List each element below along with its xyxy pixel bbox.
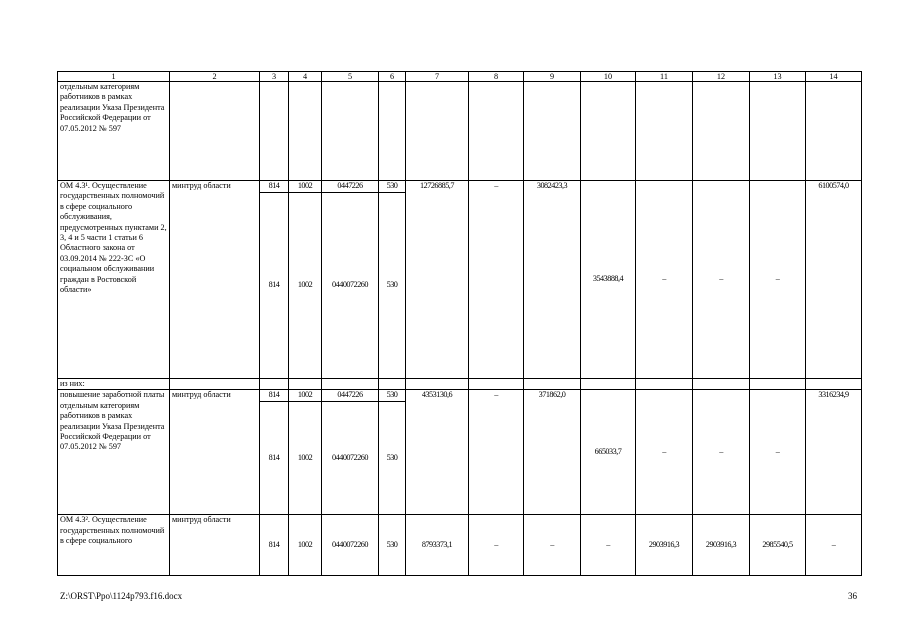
- table-row: [58, 390, 862, 402]
- empty-cell: [170, 82, 260, 181]
- page-number: 36: [848, 591, 857, 601]
- column-header: 3: [260, 72, 289, 82]
- total-amount: 12726885,7: [406, 181, 469, 379]
- column-header: 7: [406, 72, 469, 82]
- empty-cell: [260, 82, 289, 181]
- empty-cell: [524, 379, 581, 390]
- year-amount: –: [524, 515, 581, 576]
- expense-type-code: 530: [379, 193, 406, 379]
- column-header: 2: [170, 72, 260, 82]
- year-amount: –: [693, 390, 750, 515]
- expense-type-code: 530: [379, 390, 406, 402]
- expense-type-code: 530: [379, 402, 406, 515]
- target-article-code: 0440072260: [322, 402, 379, 515]
- column-header: 13: [750, 72, 806, 82]
- grbs-code: 814: [260, 402, 289, 515]
- empty-cell: [581, 82, 636, 181]
- target-article-code: 0447226: [322, 181, 379, 193]
- column-header: 11: [636, 72, 693, 82]
- grbs-code: 814: [260, 390, 289, 402]
- empty-cell: [524, 82, 581, 181]
- empty-cell: [322, 82, 379, 181]
- empty-cell: [693, 82, 750, 181]
- year-amount: 3082423,3: [524, 181, 581, 379]
- column-number-row: [58, 72, 862, 82]
- year-amount: –: [469, 390, 524, 515]
- executor-cell: минтруд области: [170, 181, 260, 379]
- column-header: 1: [58, 72, 170, 82]
- empty-cell: [406, 379, 469, 390]
- grbs-code: 814: [260, 181, 289, 193]
- expense-type-code: 530: [379, 515, 406, 576]
- budget-table: [57, 71, 862, 576]
- empty-cell: [289, 379, 322, 390]
- empty-cell: [260, 379, 289, 390]
- empty-cell: [289, 82, 322, 181]
- table-row: [58, 379, 862, 390]
- table-row: [58, 515, 862, 576]
- year-amount: –: [750, 390, 806, 515]
- empty-cell: [806, 82, 862, 181]
- total-amount: 4353130,6: [406, 390, 469, 515]
- measure-name-cell: ОМ 4.3². Осуществление государственных полномочий в сфере социального: [58, 515, 170, 576]
- empty-cell: [693, 379, 750, 390]
- target-article-code: 0447226: [322, 390, 379, 402]
- section-code: 1002: [289, 515, 322, 576]
- column-header: 9: [524, 72, 581, 82]
- grbs-code: 814: [260, 515, 289, 576]
- column-header: 5: [322, 72, 379, 82]
- year-amount: –: [469, 515, 524, 576]
- year-amount: 371862,0: [524, 390, 581, 515]
- empty-cell: [581, 379, 636, 390]
- year-amount: 3316234,9: [806, 390, 862, 515]
- year-amount: –: [636, 390, 693, 515]
- empty-cell: [469, 82, 524, 181]
- column-header: 14: [806, 72, 862, 82]
- empty-cell: [406, 82, 469, 181]
- empty-cell: [806, 379, 862, 390]
- grbs-code: 814: [260, 193, 289, 379]
- year-amount: –: [693, 181, 750, 379]
- measure-name-cell: отдельным категориям работников в рамках реализации Указа Президента Российской Федерации от 07.05.2012 № 597: [58, 82, 170, 181]
- column-header: 8: [469, 72, 524, 82]
- executor-cell: минтруд области: [170, 390, 260, 515]
- section-code: 1002: [289, 402, 322, 515]
- column-header: 4: [289, 72, 322, 82]
- empty-cell: [170, 379, 260, 390]
- empty-cell: [636, 82, 693, 181]
- year-amount: –: [750, 181, 806, 379]
- year-amount: –: [636, 181, 693, 379]
- target-article-code: 0440072260: [322, 193, 379, 379]
- empty-cell: [636, 379, 693, 390]
- empty-cell: [379, 379, 406, 390]
- year-amount: 665033,7: [581, 390, 636, 515]
- year-amount: 2903916,3: [693, 515, 750, 576]
- column-header: 10: [581, 72, 636, 82]
- footer-file-path: Z:\ORST\Ppo\1124p793.f16.docx: [60, 591, 183, 601]
- section-code: 1002: [289, 193, 322, 379]
- target-article-code: 0440072260: [322, 515, 379, 576]
- column-header: 12: [693, 72, 750, 82]
- year-amount: 6100574,0: [806, 181, 862, 379]
- expense-type-code: 530: [379, 181, 406, 193]
- section-code: 1002: [289, 181, 322, 193]
- empty-cell: [750, 82, 806, 181]
- year-amount: –: [806, 515, 862, 576]
- year-amount: –: [469, 181, 524, 379]
- year-amount: 2985540,5: [750, 515, 806, 576]
- year-amount: 3543888,4: [581, 181, 636, 379]
- column-header: 6: [379, 72, 406, 82]
- table-row: [58, 82, 862, 181]
- empty-cell: [469, 379, 524, 390]
- section-code: 1002: [289, 390, 322, 402]
- measure-name-cell: из них:: [58, 379, 170, 390]
- empty-cell: [750, 379, 806, 390]
- executor-cell: минтруд области: [170, 515, 260, 576]
- empty-cell: [322, 379, 379, 390]
- empty-cell: [379, 82, 406, 181]
- year-amount: –: [581, 515, 636, 576]
- table-row: [58, 181, 862, 193]
- total-amount: 8793373,1: [406, 515, 469, 576]
- measure-name-cell: ОМ 4.3¹. Осуществление государственных полномочий в сфере социального обслуживания, предусмотренных пунктами 2, 3, 4 и 5 части 1 статьи 6 Областного закона от 03.09.2014 № 222-ЗС «О социальном обслуживании граждан в Ростовской области»: [58, 181, 170, 379]
- year-amount: 2903916,3: [636, 515, 693, 576]
- measure-name-cell: повышение заработной платы отдельным категориям работников в рамках реализации Указа Президента Российской Федерации от 07.05.2012 № 597: [58, 390, 170, 515]
